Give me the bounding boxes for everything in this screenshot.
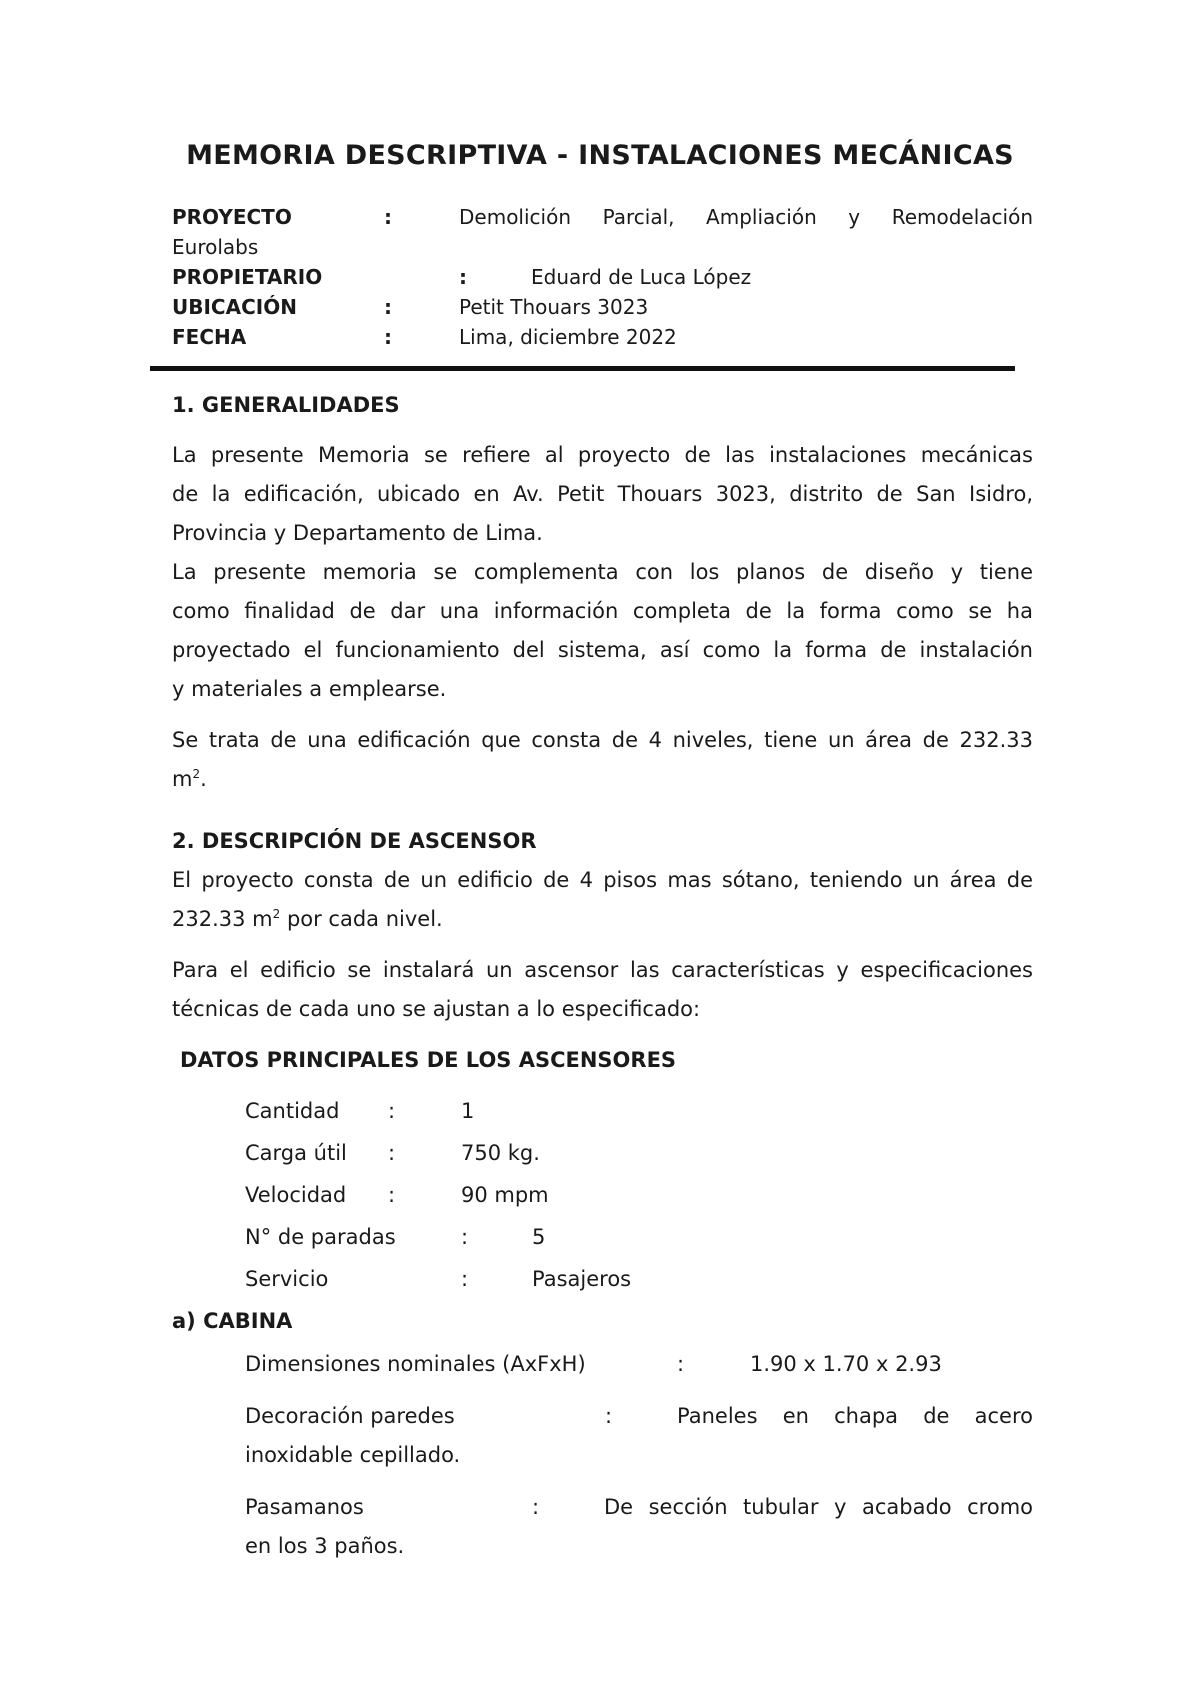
section2-line: Para el edificio se instalará un ascensor las características y especificaciones xyxy=(172,958,1033,982)
area-unit: m xyxy=(172,767,193,791)
datos-heading: DATOS PRINCIPALES DE LOS ASCENSORES xyxy=(180,1048,677,1072)
cabina-value: 1.90 x 1.70 x 2.93 xyxy=(750,1352,942,1376)
cabina-value: Paneles en chapa de acero xyxy=(677,1404,1033,1428)
cabina-value-cont: inoxidable cepillado. xyxy=(245,1443,461,1467)
section1-line: Provincia y Departamento de Lima. xyxy=(172,521,543,545)
section1-area-line: Se trata de una edificación que consta de 4 niveles, tiene un área de 232.33 xyxy=(172,728,1033,752)
datos-label: Cantidad xyxy=(245,1099,340,1123)
datos-label: Velocidad xyxy=(245,1183,347,1207)
ubicacion-colon: : xyxy=(384,295,392,319)
header-divider xyxy=(150,366,1015,371)
section1-line: y materiales a emplearse. xyxy=(172,677,447,701)
datos-colon: : xyxy=(388,1183,396,1207)
section1-line: La presente memoria se complementa con los planos de diseño y tiene xyxy=(172,560,1033,584)
section2-heading: 2. DESCRIPCIÓN DE ASCENSOR xyxy=(172,829,537,853)
datos-value: Pasajeros xyxy=(532,1267,632,1291)
cabina-label: Decoración paredes xyxy=(245,1404,455,1428)
cabina-colon: : xyxy=(532,1495,540,1519)
cabina-value: De sección tubular y acabado cromo xyxy=(604,1495,1033,1519)
section1-line: de la edificación, ubicado en Av. Petit Thouars 3023, distrito de San Isidro, xyxy=(172,482,1033,506)
proyecto-colon: : xyxy=(384,205,392,229)
area-suffix: por cada nivel. xyxy=(280,907,443,931)
cabina-label: Pasamanos xyxy=(245,1495,364,1519)
proyecto-label: PROYECTO xyxy=(172,205,292,229)
fecha-value: Lima, diciembre 2022 xyxy=(459,325,677,349)
datos-colon: : xyxy=(388,1099,396,1123)
datos-label: N° de paradas xyxy=(245,1225,396,1249)
propietario-label: PROPIETARIO xyxy=(172,265,323,289)
section1-line: La presente Memoria se refiere al proyecto de las instalaciones mecánicas xyxy=(172,443,1033,467)
datos-value: 90 mpm xyxy=(461,1183,549,1207)
area-superscript: 2 xyxy=(272,907,281,921)
section2-line: El proyecto consta de un edificio de 4 pisos mas sótano, teniendo un área de xyxy=(172,868,1033,892)
section2-line xyxy=(172,907,443,931)
section1-area-unit-line xyxy=(172,767,207,791)
section1-heading: 1. GENERALIDADES xyxy=(172,393,400,417)
area-end: . xyxy=(200,767,207,791)
datos-colon: : xyxy=(388,1141,396,1165)
ubicacion-value: Petit Thouars 3023 xyxy=(459,295,649,319)
ubicacion-label: UBICACIÓN xyxy=(172,295,297,319)
datos-label: Servicio xyxy=(245,1267,329,1291)
cabina-value-cont: en los 3 paños. xyxy=(245,1534,405,1558)
cabina-colon: : xyxy=(677,1352,685,1376)
cabina-colon: : xyxy=(605,1404,613,1428)
datos-value: 1 xyxy=(461,1099,475,1123)
datos-colon: : xyxy=(461,1267,469,1291)
cabina-heading: a) CABINA xyxy=(172,1309,293,1333)
section1-line: proyectado el funcionamiento del sistema, así como la forma de instalación xyxy=(172,638,1033,662)
datos-label: Carga útil xyxy=(245,1141,347,1165)
document-title: MEMORIA DESCRIPTIVA - INSTALACIONES MECÁNICAS xyxy=(186,140,1014,171)
proyecto-value-cont: Eurolabs xyxy=(172,235,259,259)
datos-colon: : xyxy=(461,1225,469,1249)
fecha-colon: : xyxy=(384,325,392,349)
area-value: 232.33 m xyxy=(172,907,273,931)
section1-line: como finalidad de dar una información completa de la forma como se ha xyxy=(172,599,1033,623)
proyecto-value: Demolición Parcial, Ampliación y Remodelación xyxy=(459,205,1033,229)
section2-line: técnicas de cada uno se ajustan a lo especificado: xyxy=(172,997,701,1021)
datos-value: 5 xyxy=(532,1225,546,1249)
cabina-label: Dimensiones nominales (AxFxH) xyxy=(245,1352,586,1376)
datos-value: 750 kg. xyxy=(461,1141,540,1165)
propietario-value: Eduard de Luca López xyxy=(531,265,752,289)
area-superscript: 2 xyxy=(192,767,201,781)
fecha-label: FECHA xyxy=(172,325,247,349)
propietario-colon: : xyxy=(459,265,467,289)
